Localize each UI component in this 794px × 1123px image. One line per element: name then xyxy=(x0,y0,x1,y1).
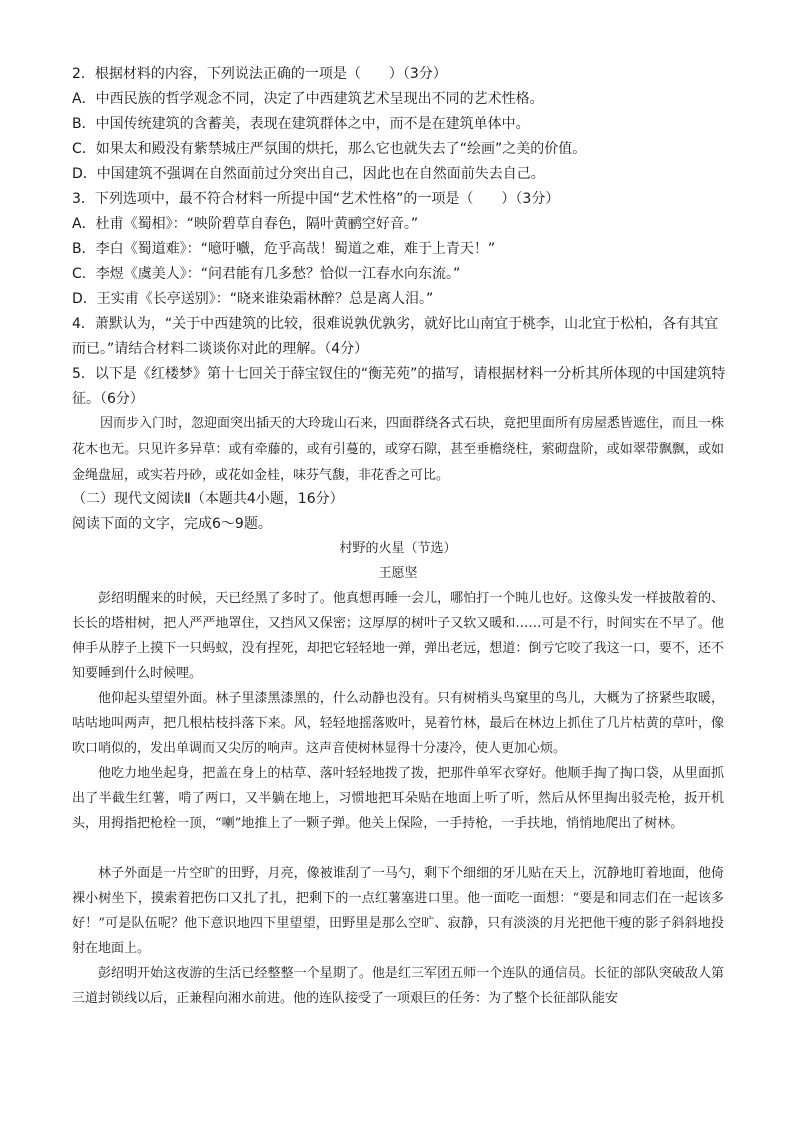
story-paragraph-3: 他吃力地坐起身，把盖在身上的枯草、落叶轻轻地拨了拨，把那件单军衣穿好。他顺手掏了掏口袋，从里面抓出了半截生红薯，啃了两口，又半躺在地上，习惯地把耳朵贴在地面上听了听，然后从怀里掏出驳壳枪，扳开机头，用拇指把枪栓一顶，“喇”地推上了一颗子弹。他关上保险，一手持枪，一手扶地，悄悄地爬出了树林。 xyxy=(72,766,724,831)
question-2-option-c: C．如果太和殿没有紫禁城庄严氛围的烘托，那么它也就失去了“绘画”之美的价值。 xyxy=(72,141,587,157)
hongloumeng-excerpt: 因而步入门时，忽迎面突出插天的大玲珑山石来，四面群绕各式石块，竟把里面所有房屋悉皆遮住，而且一株花木也无。只见许多异草：或有牵藤的，或有引蔓的，或穿石隙，甚至垂檐绕柱，萦砌盘阶，或如翠带飘飘，或如金绳盘屈，或实若丹砂，或花如金桂，味芬气馥，非花香之可比。 xyxy=(72,416,725,483)
story-paragraph-4: 林子外面是一片空旷的田野，月亮，像被谁刮了一马勺，剩下个细细的牙儿贴在天上，沉静地盯着地面，他倚裸小树坐下，摸索着把伤口又扎了扎，把剩下的一点红薯塞进口里。他一面吃一面想：“要是和同志们在一起该多好！”可是队伍呢？他下意识地四下里望望，田野里是那么空旷、寂静，只有淡淡的月光把他干瘦的影子斜斜地投射在地面上。 xyxy=(72,866,724,956)
question-5: 5．以下是《红楼梦》第十七回关于薛宝钗住的“衡芜苑”的描写，请根据材料一分析其所体现的中国建筑特征。（6分） xyxy=(72,366,726,407)
section-instruction: 阅读下面的文字，完成6～9题。 xyxy=(72,516,272,532)
story-title: 村野的火星（节选） xyxy=(339,541,457,556)
section-title: （二）现代文阅读Ⅱ（本题共4小题，16分） xyxy=(72,491,344,507)
question-2-option-b: B．中国传统建筑的含蓄美，表现在建筑群体之中，而不是在建筑单体中。 xyxy=(72,116,530,132)
story-paragraph-5: 彭绍明开始这夜游的生活已经整整一个星期了。他是红三军团五师一个连队的通信员。长征的部队突破敌人第三道封锁线以后，正兼程向湘水前进。他的连队接受了一项艰巨的任务：为了整个长征部队能安 xyxy=(72,966,724,1006)
question-2-option-a: A．中西民族的哲学观念不同，决定了中西建筑艺术呈现出不同的艺术性格。 xyxy=(72,91,544,107)
story-author: 王愿坚 xyxy=(378,566,418,581)
story-paragraph-1: 彭绍明醒来的时候，天已经黑了多时了。他真想再睡一会儿，哪怕打一个盹儿也好。这像头发一样披散着的、长长的塔柑树，把人严严地罩住，又挡风又保密；这厚厚的树叶子又软又暖和……可是不行，时间实在不早了。他伸手从脖子上摸下一只蚂蚁，没有捏死，却把它轻轻地一弹，弹出老远，想道：倒亏它咬了我这一口，要不，还不知要睡到什么时候哩。 xyxy=(72,591,724,681)
question-4: 4．萧默认为，“关于中西建筑的比较，很难说孰优孰劣，就好比山南宜于桃李，山北宜于松柏，各有其宜而已。”请结合材料二谈谈你对此的理解。（4分） xyxy=(72,316,719,357)
question-3-option-b: B．李白《蜀道难》：“噫吁嚱，危乎高哉！蜀道之难，难于上青天！” xyxy=(72,241,496,257)
question-3-option-c: C．李煜《虞美人》：“问君能有几多愁？恰似一江春水向东流。” xyxy=(72,266,461,282)
question-3-option-a: A．杜甫《蜀相》：“映阶碧草自春色，隔叶黄鹂空好音。” xyxy=(72,216,419,232)
question-2-stem: 2．根据材料的内容，下列说法正确的一项是（ ）（3分） xyxy=(72,66,447,82)
story-paragraph-2: 他仰起头望望外面。林子里漆黑漆黑的，什么动静也没有。只有树梢头鸟窠里的鸟儿，大概为了挤紧些取暖，咕咕地叫两声，把几根枯枝抖落下来。风，轻轻地摇落败叶，晃着竹林，最后在林边上抓住了几片枯黄的草叶，像吹口哨似的，发出单调而又尖厉的响声。这声音使树林显得十分凄冷，使人更加心烦。 xyxy=(72,691,724,756)
question-3-option-d: D．王实甫《长亭送别》：“晓来谁染霜林醉？总是离人泪。” xyxy=(72,291,434,307)
question-2-option-d: D．中国建筑不强调在自然面前过分突出自己，因此也在自然面前失去自己。 xyxy=(72,166,545,182)
question-3-stem: 3．下列选项中，最不符合材料一所提中国“艺术性格”的一项是（ ）（3分） xyxy=(72,191,560,207)
